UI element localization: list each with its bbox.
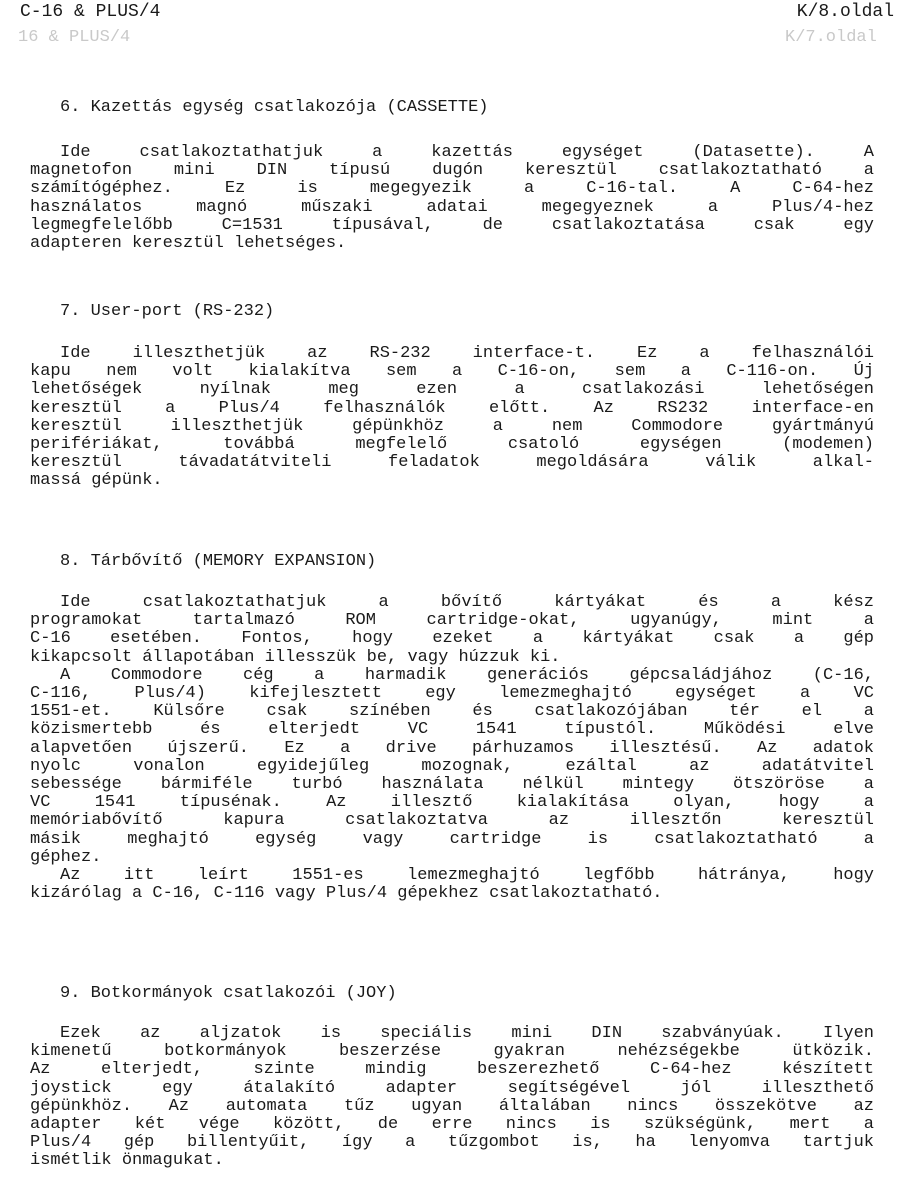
- text-line: Plus/4 gép billentyűit, így a tűzgombot is, ha lenyomva tartjuk: [30, 1133, 874, 1153]
- text-line: perifériákat, továbbá megfelelő csatoló egységen (modemen): [30, 435, 874, 455]
- text-line: C-116, Plus/4) kifejlesztett egy lemezmeghajtó egységet a VC: [30, 684, 874, 704]
- text-line: legmegfelelőbb C=1531 típusával, de csatlakoztatása csak egy: [30, 215, 874, 235]
- text-line: alapvetően újszerű. Ez a drive párhuzamos illesztésű. Az adatok: [30, 738, 874, 758]
- text-line: számítógéphez. Ez is megegyezik a C-16-tal. A C-64-hez: [30, 179, 874, 199]
- text-line: 1551-et. Külsőre csak színében és csatlakozójában tér el a: [30, 702, 874, 722]
- text-line: géphez.: [30, 847, 102, 867]
- text-line: Ide illeszthetjük az RS-232 interface-t. Ez a felhasználói: [60, 344, 874, 363]
- bleed-through-page-number: K/7.oldal: [785, 28, 877, 47]
- text-line: gépünkhöz. Az automata tűz ugyan általában nincs összekötve az: [30, 1096, 874, 1116]
- text-line: Ezek az aljzatok is speciális mini DIN szabványúak. Ilyen: [60, 1024, 874, 1043]
- text-line: közismertebb és elterjedt VC 1541 típustól. Működési elve: [30, 720, 874, 740]
- text-line: VC 1541 típusénak. Az illesztő kialakítása olyan, hogy a: [30, 793, 874, 813]
- text-line: A Commodore cég a harmadik generációs gépcsaládjához (C-16,: [60, 665, 874, 685]
- text-line: nyolc vonalon egyidejűleg mozognak, ezáltal az adatátvitel: [30, 756, 874, 776]
- page-number: K/8.oldal: [796, 2, 894, 22]
- text-line: keresztül a Plus/4 felhasználók előtt. Az RS232 interface-en: [30, 398, 874, 418]
- text-line: kimenetű botkormányok beszerzése gyakran nehézségekbe ütközik.: [30, 1042, 874, 1062]
- text-line: Az itt leírt 1551-es lemezmeghajtó legfőbb hátránya, hogy: [60, 866, 874, 886]
- running-header-left: C-16 & PLUS/4: [20, 2, 161, 22]
- text-line: adapter két vége között, de erre nincs is szükségünk, mert a: [30, 1115, 874, 1135]
- section-heading-memory-expansion: 8. Tárbővítő (MEMORY EXPANSION): [60, 552, 377, 571]
- text-line: kizárólag a C-16, C-116 vagy Plus/4 gépekhez csatlakoztatható.: [30, 884, 663, 904]
- text-line: Ide csatlakoztathatjuk a bővítő kártyákat és a kész: [60, 593, 874, 612]
- section-body-joystick: [30, 1025, 874, 1171]
- text-line: massá gépünk.: [30, 471, 163, 491]
- text-line: Az elterjedt, szinte mindig beszerezhető C-64-hez készített: [30, 1060, 874, 1080]
- text-line: másik meghajtó egység vagy cartridge is csatlakoztatható a: [30, 829, 874, 849]
- text-line: keresztül illeszthetjük gépünkhöz a nem Commodore gyártmányú: [30, 416, 874, 436]
- text-line: C-16 esetében. Fontos, hogy ezeket a kártyákat csak a gép: [30, 629, 874, 649]
- text-line: Ide csatlakoztathatjuk a kazettás egységet (Datasette). A: [60, 143, 874, 162]
- text-line: keresztül távadatátviteli feladatok megoldására válik alkal-: [30, 453, 874, 473]
- section-body-memory-expansion: [30, 594, 874, 903]
- text-line: memóriabővítő kapura csatlakoztatva az illesztőn keresztül: [30, 811, 874, 831]
- bleed-through-header-left: 16 & PLUS/4: [18, 28, 131, 47]
- text-line: adapteren keresztül lehetséges.: [30, 234, 347, 254]
- text-line: joystick egy átalakító adapter segítségével jól illeszthető: [30, 1078, 874, 1098]
- section-heading-user-port: 7. User-port (RS-232): [60, 302, 275, 321]
- text-line: programokat tartalmazó ROM cartridge-okat, ugyanúgy, mint a: [30, 611, 874, 631]
- text-line: kikapcsolt állapotában illesszük be, vagy húzzuk ki.: [30, 647, 561, 667]
- text-line: sebessége bármiféle turbó használata nélkül mintegy ötszöröse a: [30, 775, 874, 795]
- section-body-cassette: [30, 144, 874, 253]
- text-line: kapu nem volt kialakítva sem a C-16-on, sem a C-116-on. Új: [30, 362, 874, 382]
- text-line: lehetőségek nyílnak meg ezen a csatlakozási lehetőségen: [30, 380, 874, 400]
- section-body-user-port: [30, 345, 874, 491]
- text-line: ismétlik önmagukat.: [30, 1151, 224, 1171]
- section-heading-joystick: 9. Botkormányok csatlakozói (JOY): [60, 984, 397, 1003]
- text-line: magnetofon mini DIN típusú dugón keresztül csatlakoztatható a: [30, 161, 874, 181]
- text-line: használatos magnó műszaki adatai megegyeznek a Plus/4-hez: [30, 197, 874, 217]
- section-heading-cassette: 6. Kazettás egység csatlakozója (CASSETTE): [60, 98, 489, 117]
